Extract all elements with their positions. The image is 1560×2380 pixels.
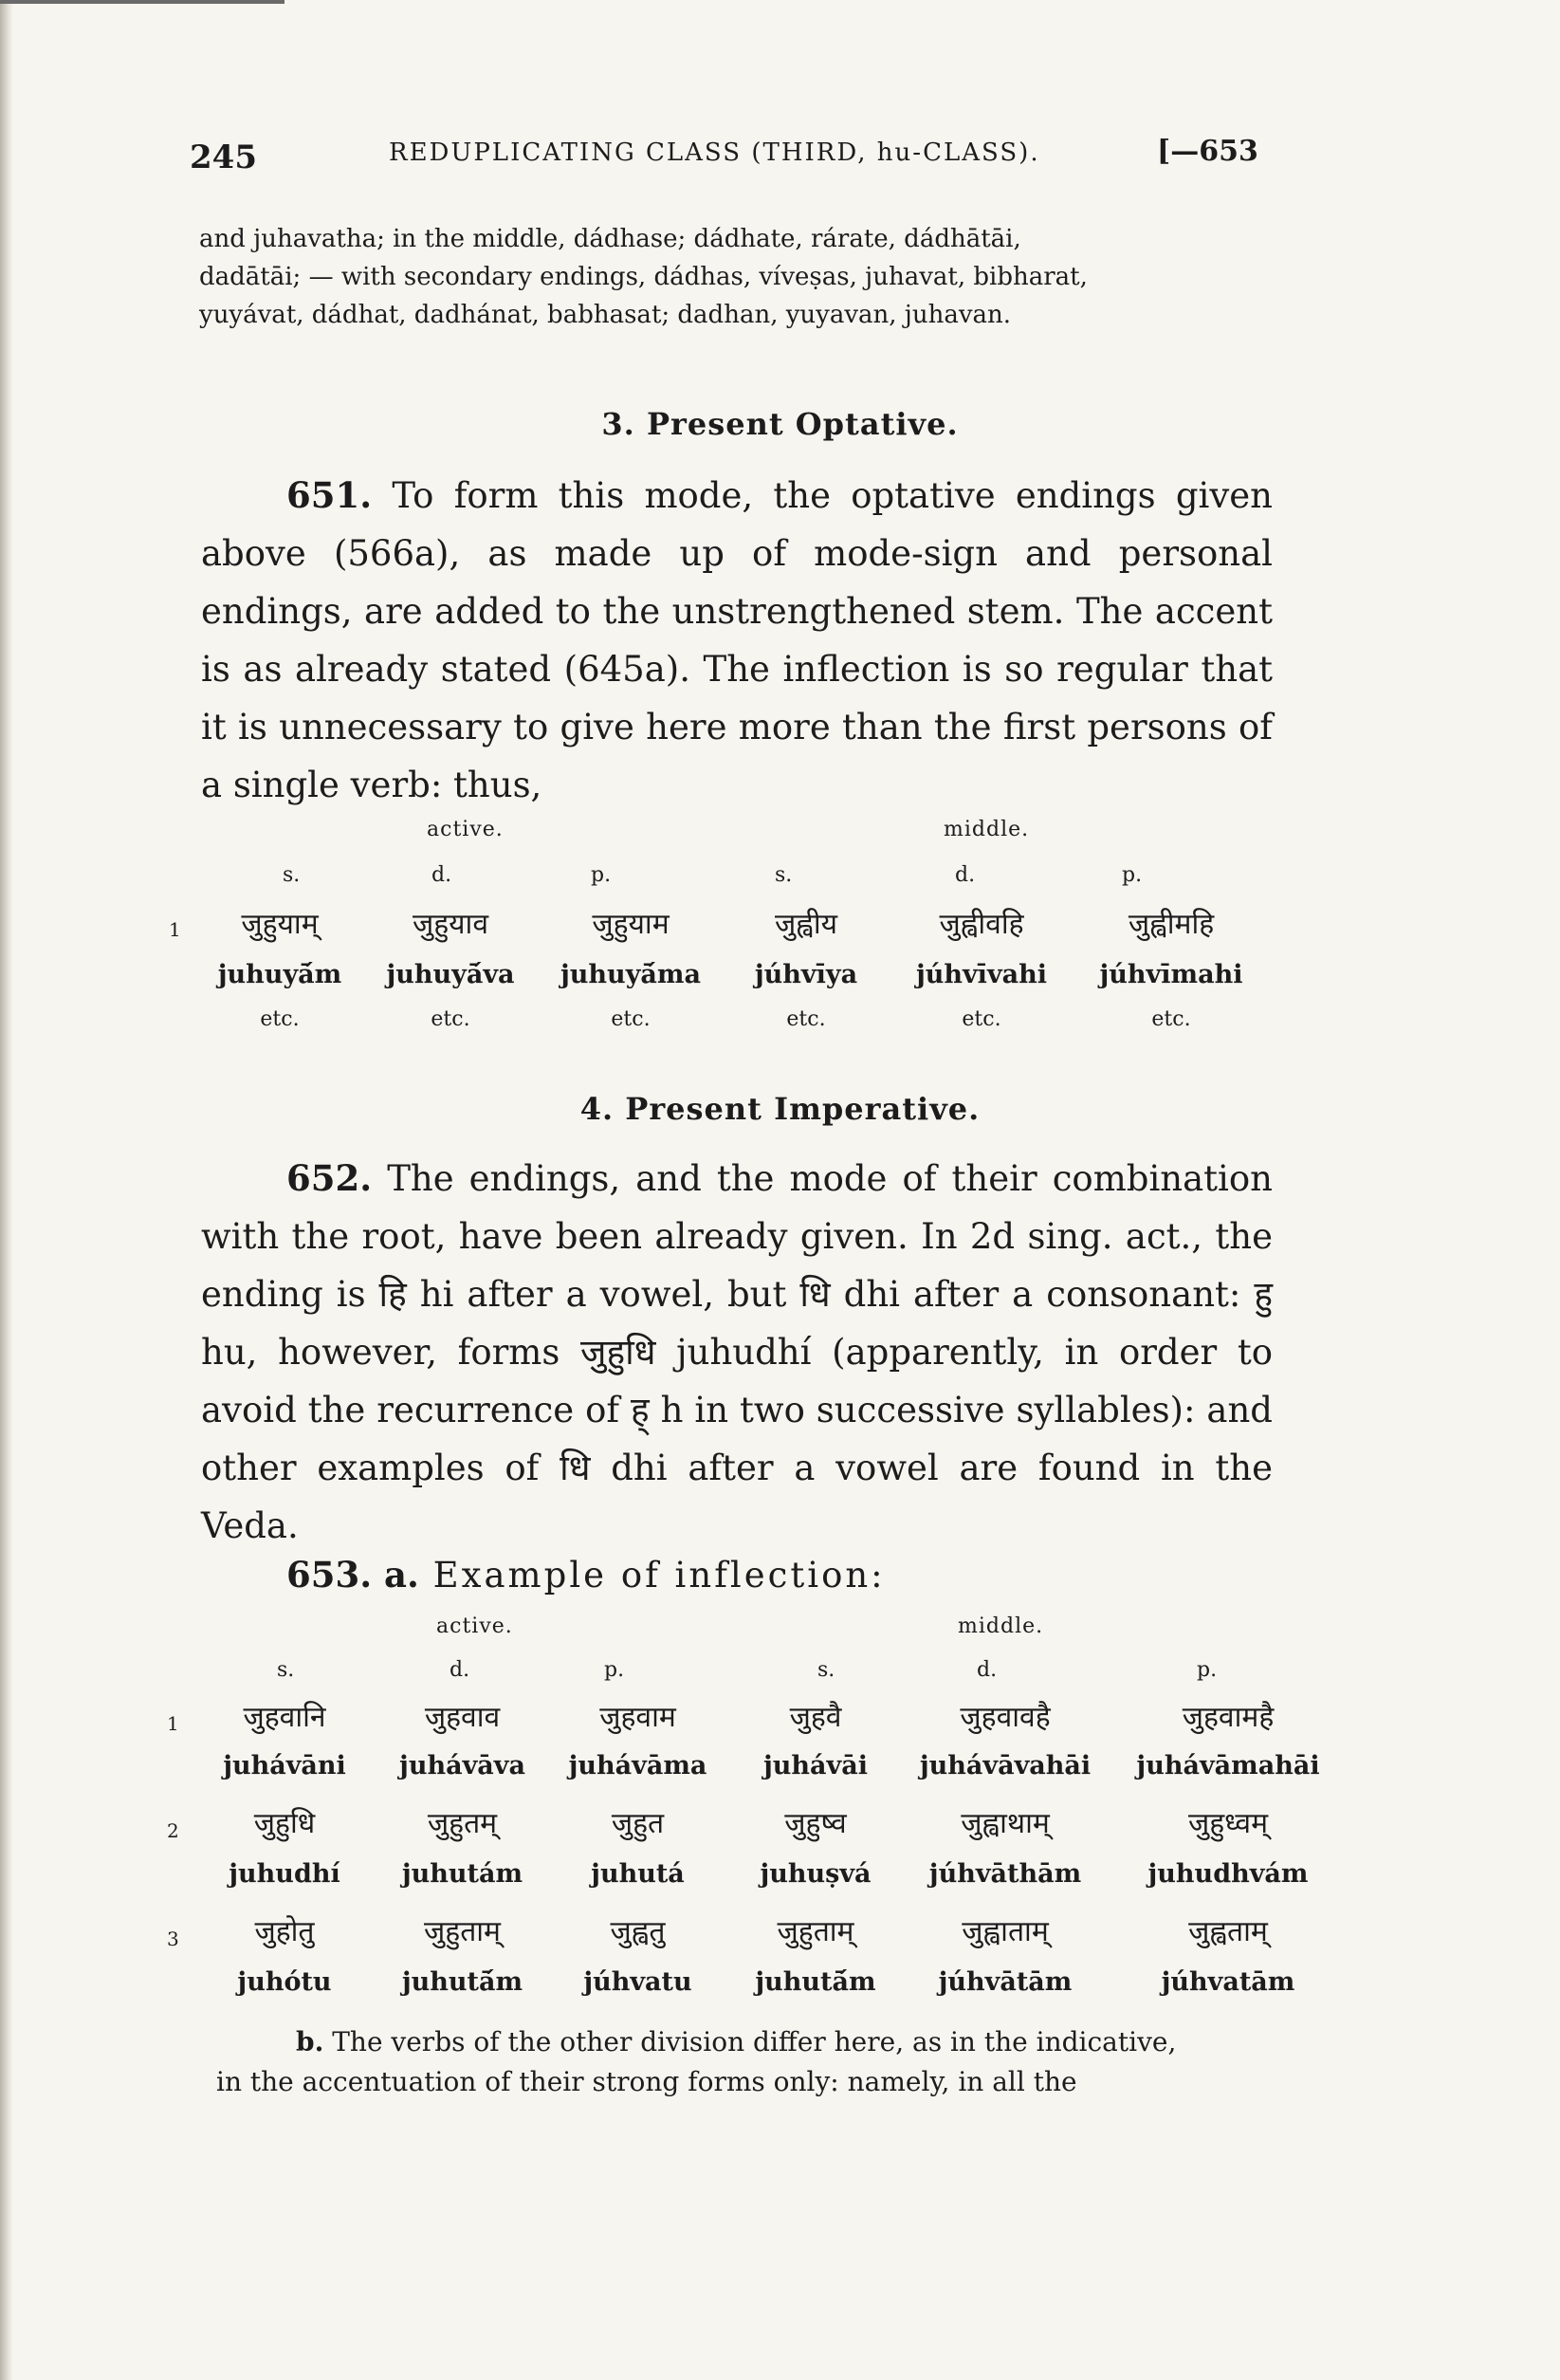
transliteration: juhávāva	[399, 1751, 525, 1780]
devanagari-form: जुहुयाम	[592, 908, 670, 941]
devanagari-form: जुहुष्व	[784, 1807, 847, 1840]
paragraph-652	[201, 1150, 1273, 1555]
transliteration: juhuyā́va	[386, 960, 515, 989]
transliteration: juhávāmahāi	[1136, 1751, 1320, 1780]
transliteration: juhudhvám	[1147, 1859, 1309, 1889]
devanagari-form: जुहवाव	[424, 1701, 501, 1734]
binding-shadow	[0, 0, 13, 2380]
devanagari-form: जुह्वताम्	[1188, 1915, 1268, 1948]
transliteration: juhutā́m	[401, 1967, 523, 1997]
devanagari-form: जुह्वाथाम्	[961, 1807, 1050, 1840]
person-number: 3	[167, 1928, 179, 1950]
number-label: p.	[591, 863, 612, 887]
transliteration: júhvīmahi	[1099, 960, 1243, 989]
number-label: p.	[604, 1658, 625, 1682]
devanagari-form: जुहुताम्	[424, 1915, 501, 1948]
transliteration: juhutā́m	[755, 1967, 876, 1997]
page-number: 245	[190, 138, 257, 176]
transliteration: juhutá	[591, 1859, 685, 1889]
transliteration: júhvīvahi	[915, 960, 1048, 989]
paragraph-653a	[201, 1546, 1273, 1604]
heading-present-imperative: 4. Present Imperative.	[579, 1091, 981, 1127]
intro-line: dadātāi; — with secondary endings, dádhas, víveṣas, juhavat, bibharat,	[199, 263, 1088, 291]
number-label: p.	[1122, 863, 1143, 887]
devanagari-form: जुहवै	[789, 1701, 842, 1734]
devanagari-form: जुह्वीमहि	[1128, 908, 1215, 941]
devanagari-form: जुह्वतु	[610, 1915, 666, 1948]
voice-label-active: active.	[427, 818, 504, 841]
number-label: s.	[277, 1658, 295, 1682]
transliteration: juhuyā́m	[217, 960, 342, 989]
devanagari-form: जुहवाम	[599, 1701, 676, 1734]
note-b-line	[216, 2022, 1297, 2062]
person-number: 1	[169, 918, 181, 941]
transliteration: juhávāi	[763, 1751, 868, 1780]
number-label: s.	[775, 863, 793, 887]
voice-label-active: active.	[436, 1614, 513, 1638]
transliteration: júhvatu	[583, 1967, 692, 1997]
number-label: d.	[955, 863, 976, 887]
number-label: d.	[431, 863, 452, 887]
devanagari-form: जुहुयाम्	[241, 908, 319, 941]
devanagari-form: जुहुत	[611, 1807, 665, 1840]
intro-paragraph	[199, 220, 1271, 334]
note-b-line: in the accentuation of their strong forms only: namely, in all the	[216, 2066, 1077, 2097]
etc-label: etc.	[260, 1007, 300, 1031]
devanagari-form: जुह्वीय	[774, 908, 838, 941]
devanagari-form: जुहुयाव	[412, 908, 489, 941]
transliteration: juhávāni	[223, 1751, 346, 1780]
devanagari-form: जुहुधि	[253, 1807, 316, 1840]
section-reference: [—653	[1157, 135, 1258, 168]
devanagari-form: जुहोतु	[254, 1915, 315, 1948]
example-label: Example of inflection:	[432, 1555, 886, 1596]
number-label: p.	[1197, 1658, 1218, 1682]
page-header	[190, 133, 1280, 180]
transliteration: juhótu	[237, 1967, 332, 1997]
paragraph-number: 652.	[286, 1157, 373, 1199]
devanagari-form: जुहुध्वम्	[1187, 1807, 1269, 1840]
note-b	[216, 2022, 1297, 2102]
paragraph-text: The endings, and the mode of their combination with the root, have been already given. In 2d sing. act., the ending is हि hi after a vowel, but धि dhi after a consonant: हु hu, however, forms जुहुधि juhudhí (apparently, in order to avoid the recurrence of ह् h in two successive syllables): and other examples of धि dhi after a vowel are found in the Veda.	[201, 1158, 1273, 1546]
number-label: s.	[283, 863, 301, 887]
paragraph-651	[201, 467, 1273, 814]
voice-label-middle: middle.	[958, 1614, 1044, 1638]
transliteration: júhvatām	[1161, 1967, 1295, 1997]
devanagari-form: जुहवामहै	[1182, 1701, 1275, 1734]
transliteration: júhvātām	[938, 1967, 1073, 1997]
transliteration: júhvāthām	[928, 1859, 1082, 1889]
person-number: 2	[167, 1819, 179, 1842]
devanagari-form: जुहवानि	[243, 1701, 326, 1734]
devanagari-form: जुह्वाताम्	[962, 1915, 1049, 1948]
transliteration: juhávāma	[568, 1751, 707, 1780]
transliteration: juhuyā́ma	[560, 960, 701, 989]
transliteration: juhuṣvá	[760, 1859, 872, 1889]
devanagari-form: जुहवावहै	[960, 1701, 1051, 1734]
transliteration: juhutám	[401, 1859, 523, 1889]
etc-label: etc.	[611, 1007, 651, 1031]
number-label: d.	[977, 1658, 998, 1682]
intro-line: yuyávat, dádhat, dadhánat, babhasat; dadhan, yuyavan, juhavan.	[199, 301, 1012, 329]
etc-label: etc.	[786, 1007, 826, 1031]
intro-line: and juhavatha; in the middle, dádhase; dádhate, rárate, dádhātāi,	[199, 225, 1021, 253]
etc-label: etc.	[431, 1007, 470, 1031]
voice-label-middle: middle.	[944, 818, 1030, 841]
running-title: REDUPLICATING CLASS (THIRD, hu-CLASS).	[389, 138, 1040, 167]
transliteration: júhvīya	[754, 960, 858, 989]
number-label: s.	[817, 1658, 835, 1682]
devanagari-form: जुहुताम्	[777, 1915, 854, 1948]
person-number: 1	[167, 1712, 179, 1735]
devanagari-form: जुह्वीवहि	[939, 908, 1024, 941]
devanagari-form: जुहुतम्	[427, 1807, 498, 1840]
heading-present-optative: 3. Present Optative.	[601, 406, 959, 442]
etc-label: etc.	[1151, 1007, 1191, 1031]
note-b-text: The verbs of the other division differ here, as in the indicative,	[332, 2026, 1177, 2057]
note-b-label: b.	[296, 2026, 324, 2057]
transliteration: juhávāvahāi	[919, 1751, 1092, 1780]
transliteration: juhudhí	[229, 1859, 340, 1889]
number-label: d.	[450, 1658, 470, 1682]
etc-label: etc.	[962, 1007, 1001, 1031]
top-rule	[0, 0, 284, 4]
paragraph-number: 653. a.	[286, 1554, 419, 1596]
paragraph-text: To form this mode, the optative endings given above (566a), as made up of mode-sign and personal endings, are added to the unstrengthened stem. The accent is as already stated (645a). The inflection is so regular that it is unnecessary to give here more than the first persons of a single verb: thus,	[201, 475, 1273, 805]
paragraph-number: 651.	[286, 474, 373, 516]
